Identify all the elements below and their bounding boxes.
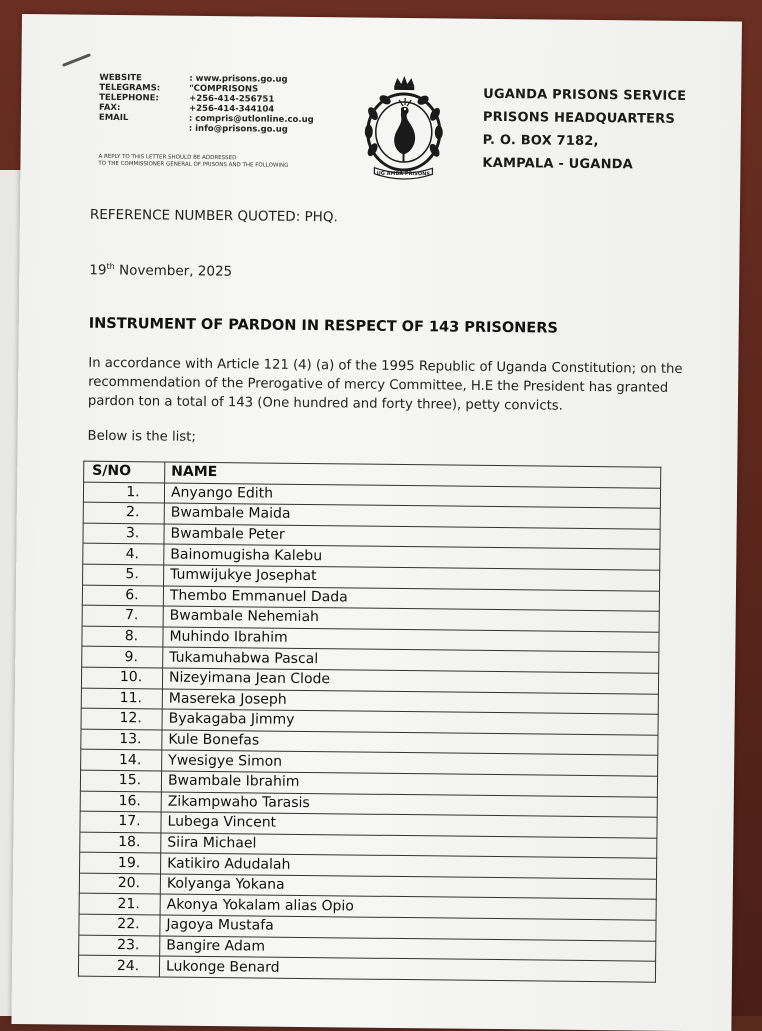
reply-note-line-2: TO THE COMMISSIONER GENERAL OF PRISONS AND THE FOLLOWING	[98, 160, 289, 169]
row-serial-number: 21.	[79, 894, 160, 915]
row-serial-number: 9.	[82, 647, 163, 668]
row-prisoner-name: Bangire Adam	[160, 936, 656, 962]
row-prisoner-name: Katikiro Adudalah	[161, 853, 657, 879]
crest-motto: UG AMBA PRISONS	[376, 170, 430, 178]
date-suffix: th	[106, 261, 115, 271]
contact-label: TELEGRAMS:	[99, 82, 161, 94]
row-serial-number: 12.	[81, 708, 162, 729]
row-prisoner-name: Muhindo Ibrahim	[163, 627, 659, 653]
row-serial-number: 20.	[79, 873, 160, 894]
contact-value: : www.prisons.go.ug	[189, 73, 288, 85]
hq-line-3: P. O. BOX 7182,	[482, 132, 599, 150]
row-prisoner-name: Bwambale Ibrahim	[161, 771, 657, 797]
row-serial-number: 1.	[83, 482, 164, 503]
row-prisoner-name: Masereka Joseph	[162, 689, 658, 715]
hq-line-4: KAMPALA - UGANDA	[482, 155, 634, 173]
row-prisoner-name: Kolyanga Yokana	[160, 874, 656, 900]
list-intro: Below is the list;	[87, 428, 196, 445]
date-day: 19	[89, 262, 107, 279]
row-prisoner-name: Nizeyimana Jean Clode	[162, 668, 658, 694]
row-prisoner-name: Lukonge Benard	[159, 956, 655, 982]
contact-label	[99, 123, 189, 134]
contact-label: FAX:	[98, 102, 121, 114]
pencil-mark	[62, 53, 91, 67]
row-serial-number: 15.	[80, 770, 161, 791]
row-prisoner-name: Ywesigye Simon	[162, 750, 658, 776]
row-prisoner-name: Bwambale Nehemiah	[163, 606, 659, 632]
row-serial-number: 3.	[83, 523, 164, 544]
row-serial-number: 10.	[81, 667, 162, 688]
contact-value: "COMPRISONS	[189, 83, 259, 95]
row-serial-number: 19.	[80, 852, 161, 873]
row-serial-number: 17.	[80, 811, 161, 832]
row-serial-number: 24.	[78, 955, 159, 976]
row-prisoner-name: Anyango Edith	[164, 483, 660, 509]
contact-label: TELEPHONE:	[99, 92, 159, 104]
row-serial-number: 23.	[79, 935, 160, 956]
uganda-prisons-crest-icon	[360, 74, 447, 183]
row-serial-number: 18.	[80, 832, 161, 853]
reply-note	[98, 154, 358, 171]
reply-note-line-1: A REPLY TO THIS LETTER SHOULD BE ADDRESSED	[98, 153, 237, 162]
row-prisoner-name: Tukamuhabwa Pascal	[163, 647, 659, 673]
row-serial-number: 6.	[82, 585, 163, 606]
row-prisoner-name: Bainomugisha Kalebu	[164, 544, 660, 570]
row-serial-number: 16.	[80, 791, 161, 812]
row-serial-number: 14.	[81, 749, 162, 770]
row-prisoner-name: Bwambale Maida	[164, 503, 660, 529]
prisoner-list-table	[78, 461, 661, 983]
row-prisoner-name: Zikampwaho Tarasis	[161, 792, 657, 818]
document-title: INSTRUMENT OF PARDON IN RESPECT OF 143 PRISONERS	[88, 315, 558, 337]
contact-value: : compris@utlonline.co.ug	[188, 113, 314, 126]
row-prisoner-name: Byakagaba Jimmy	[162, 709, 658, 735]
contact-label: EMAIL	[98, 112, 129, 124]
contact-value: +256-414-256751	[189, 93, 275, 105]
row-prisoner-name: Thembo Emmanuel Dada	[163, 586, 659, 612]
contact-value: : info@prisons.go.ug	[188, 123, 288, 135]
headquarters-address	[482, 83, 686, 177]
hq-line-1: UGANDA PRISONS SERVICE	[483, 86, 687, 104]
contact-value: +256-414-344104	[188, 103, 275, 115]
letter-page	[11, 14, 742, 1031]
date-rest: November, 2025	[114, 262, 233, 280]
row-serial-number: 11.	[81, 688, 162, 709]
row-prisoner-name: Bwambale Peter	[164, 524, 660, 550]
row-prisoner-name: Siira Michael	[161, 833, 657, 859]
contact-row	[99, 123, 314, 135]
letter-date	[89, 262, 232, 280]
row-serial-number: 22.	[79, 914, 160, 935]
row-serial-number: 4.	[83, 544, 164, 565]
row-serial-number: 7.	[82, 605, 163, 626]
row-prisoner-name: Akonya Yokalam alias Opio	[160, 894, 656, 920]
column-header-name: NAME	[165, 462, 661, 488]
row-prisoner-name: Kule Bonefas	[162, 730, 658, 756]
reference-number: REFERENCE NUMBER QUOTED: PHQ.	[89, 206, 338, 226]
row-serial-number: 2.	[83, 502, 164, 523]
row-prisoner-name: Jagoya Mustafa	[160, 915, 656, 941]
row-serial-number: 13.	[81, 729, 162, 750]
contact-block	[99, 73, 315, 135]
row-prisoner-name: Tumwijukye Josephat	[164, 565, 660, 591]
row-serial-number: 5.	[83, 564, 164, 585]
row-prisoner-name: Lubega Vincent	[161, 812, 657, 838]
contact-label: WEBSITE	[99, 72, 142, 84]
column-header-sn: S/NO	[84, 461, 165, 482]
hq-line-2: PRISONS HEADQUARTERS	[482, 109, 676, 127]
intro-paragraph: In accordance with Article 121 (4) (a) of the 1995 Republic of Uganda Constitution; on the recommendation of the Prerogative of mercy Committee, H.E the President has granted pardon ton a total of 143 (One hundred and forty three), petty convicts.	[87, 355, 683, 414]
row-serial-number: 8.	[82, 626, 163, 647]
